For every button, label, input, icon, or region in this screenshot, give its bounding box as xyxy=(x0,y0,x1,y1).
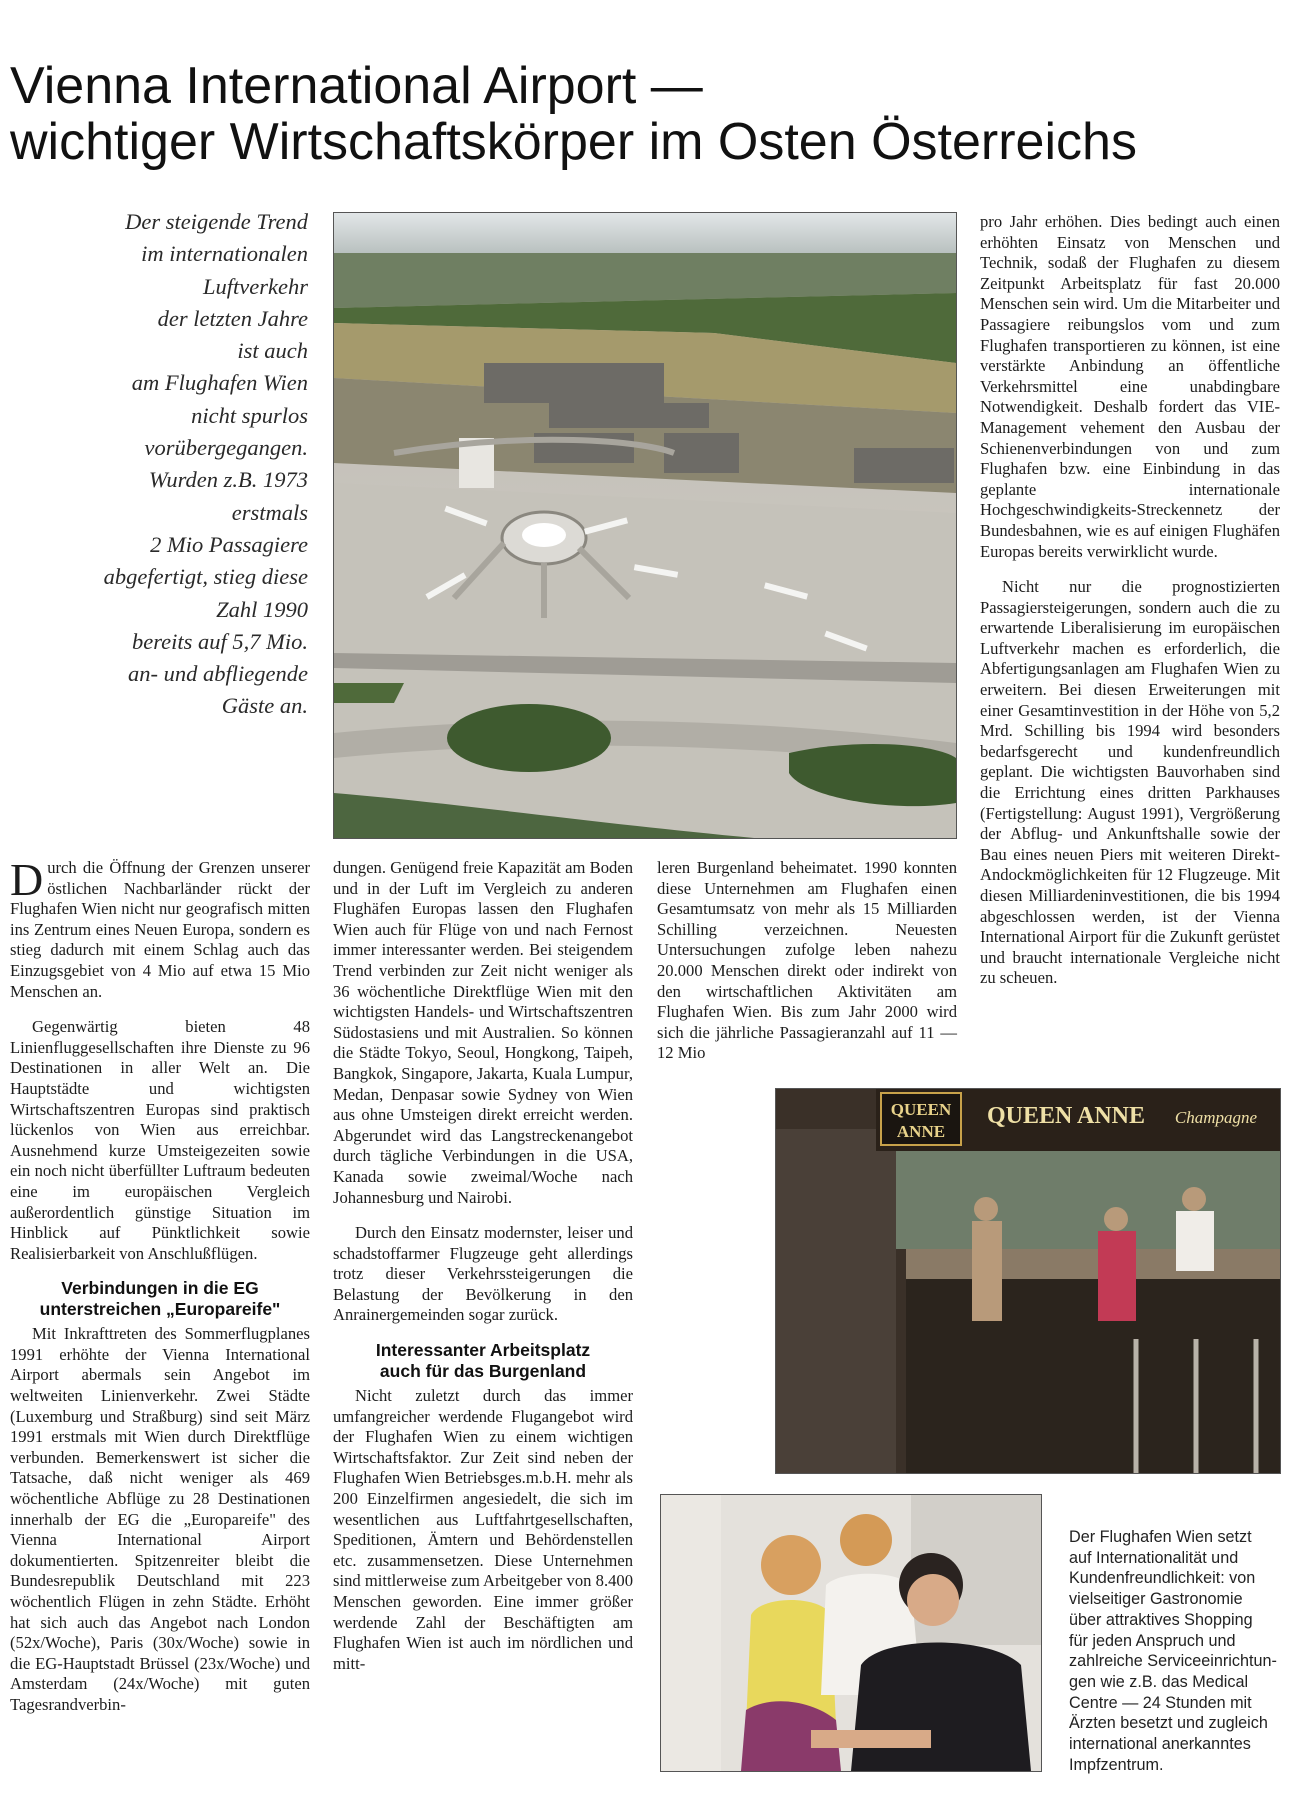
subheading-line: unterstreichen „Europareife" xyxy=(39,1299,281,1320)
caption-line: über attraktives Shopping xyxy=(1069,1610,1253,1629)
intro-line: 2 Mio Passagiere xyxy=(150,531,308,557)
intro-line: Zahl 1990 xyxy=(216,596,308,622)
bar-sign-left-top: QUEEN xyxy=(890,1100,952,1119)
column-1 xyxy=(10,854,310,1716)
subheading-burgenland xyxy=(333,1340,633,1382)
headline xyxy=(10,58,1300,170)
airport-aerial-photo xyxy=(333,212,957,839)
intro-line: im internationalen xyxy=(141,241,308,267)
subheading-line: Verbindungen in die EG xyxy=(61,1278,259,1299)
headline-line-2: wichtiger Wirtschaftskörper im Osten Österreichs xyxy=(10,113,1137,171)
intro-line: vorübergegangen. xyxy=(144,435,308,461)
headline-line-1: Vienna International Airport — xyxy=(10,57,703,115)
caption-line: gen wie z.B. das Medical xyxy=(1069,1672,1249,1691)
paragraph: Nicht zuletzt durch das immer umfangreicher werdende Flugangebot wird der Flughafen Wien zu einem wichtigen Wirtschaftsfaktor. Zur Zeit sind neben der Flughafen Wien Betriebsges.m.b.H. mehr als 200 Einzelfirmen angesiedelt, die sich im wesentlichen aus Luftfahrtgesellschaften, Speditionen, Ämtern und Behördenstellen etc. zusammensetzen. Diese Unternehmen sind mittlerweise zum Arbeitgeber von 8.400 Menschen geworden. Eine immer größer werdende Zahl der Beschäftigten am Flughafen Wien ist auch im nördlichen und mitt- xyxy=(333,1386,633,1673)
caption-line: Centre — 24 Stunden mit xyxy=(1069,1693,1252,1712)
column-3 xyxy=(657,858,957,1064)
caption-line: vielseitiger Gastronomie xyxy=(1069,1590,1243,1609)
caption-line: für jeden Anspruch und xyxy=(1069,1631,1236,1650)
paragraph: Durch die Öffnung der Grenzen unserer östlichen Nachbarländer rückt der Flughafen Wien nicht nur geografisch mitten ins Zentrum eines Neuen Europa, sondern es stieg dadurch mit einem Schlag auch das Einzugsgebiet von 4 Mio auf etwa 15 Mio Menschen an. xyxy=(10,854,310,1001)
caption-line: international anerkanntes xyxy=(1069,1735,1251,1754)
champagne-bar-photo xyxy=(775,1088,1281,1474)
column-2 xyxy=(333,858,633,1674)
intro-line: an- und abfliegende xyxy=(128,661,308,687)
bar-sign-left-bottom: ANNE xyxy=(896,1122,946,1141)
subheading-europareife xyxy=(10,1278,310,1320)
intro-line: ist auch xyxy=(237,338,308,364)
medical-centre-illustration xyxy=(661,1495,1041,1771)
intro-line: Wurden z.B. 1973 xyxy=(148,467,308,493)
subheading-line: auch für das Burgenland xyxy=(379,1361,587,1382)
intro-line: erstmals xyxy=(231,499,308,525)
paragraph: Gegenwärtig bieten 48 Linienfluggesellschaften ihre Dienste zu 96 Destinationen in aller Welt an. Die Hauptstädte und wichtigsten Wirtschaftszentren Europas sind praktisch lückenlos von Wien aus erreichbar. Ausnehmend kurze Umsteigezeiten sowie ein noch nicht überfüllter Luftraum bedeuten eine im europäischen Vergleich außerordentlich günstige Situation im Hinblick auf Pünktlichkeit sowie Realisierbarkeit von Anschlußflügen. xyxy=(10,1017,310,1263)
bar-sign-main: QUEEN ANNE xyxy=(986,1103,1146,1129)
intro-line: am Flughafen Wien xyxy=(131,370,308,396)
paragraph: leren Burgenland beheimatet. 1990 konnten diese Unternehmen am Flughafen einen Gesamtumsatz von mehr als 15 Milliarden Schilling verzeichnen. Neuesten Untersuchungen zufolge leben nahezu 20.000 Menschen direkt oder indirekt von den wirtschaftlichen Aktivitäten am Flughafen Wien. Bis zum Jahr 2000 wird sich die jährliche Passagieranzahl auf 11 — 12 Mio xyxy=(657,858,957,1063)
caption-line: Kundenfreundlichkeit: von xyxy=(1069,1569,1256,1588)
intro-line: nicht spurlos xyxy=(191,402,308,428)
intro-line: der letzten Jahre xyxy=(157,305,308,331)
paragraph: pro Jahr erhöhen. Dies bedingt auch einen erhöhten Einsatz von Menschen und Technik, sodaß der Flughafen zu diesem Zeitpunkt Arbeitsplatz für fast 20.000 Menschen sein wird. Um die Mitarbeiter und Passagiere reibungslos vom und zum Flughafen transportieren zu können, ist eine verstärkte Anbindung an öffentliche Verkehrsmittel eine unabdingbare Notwendigkeit. Deshalb fordert das VIE-Management vehement den Ausbau der Schienenverbindungen von und zum Flughafen bzw. eine Einbindung in das geplante internationale Hochgeschwindigkeits-Streckennetz der Bundesbahnen, wie es auf einigen Flughäfen Europas bereits verwirklicht wurde. xyxy=(980,212,1280,561)
intro-line: Gäste an. xyxy=(221,693,308,719)
medical-centre-photo xyxy=(660,1494,1042,1772)
caption-line: Der Flughafen Wien setzt xyxy=(1069,1528,1252,1546)
intro-line: Luftverkehr xyxy=(203,273,308,299)
caption-line: auf Internationalität und xyxy=(1069,1548,1239,1567)
caption-line: Impfzentrum. xyxy=(1069,1755,1164,1774)
bar-sign-script: Champagne xyxy=(1174,1108,1258,1127)
paragraph: Mit Inkrafttreten des Sommerflugplanes 1991 erhöhte der Vienna International Airport abermals sein Angebot im weltweiten Linienverkehr. Zwei Städte (Luxemburg und Straßburg) sind seit März 1991 erstmals mit Wien durch Direktflüge verbunden. Bemerkenswert ist sicher die Tatsache, daß nicht weniger als 469 wöchentliche Abflüge zu 28 Destinationen innerhalb der EG die „Europareife" des Vienna International Airport dokumentierten. Spitzenreiter bleibt die Bundesrepublik Deutschland mit 223 wöchentlich Flügen in zehn Städte. Erhöht hat sich auch das Angebot nach London (52x/Woche), Paris (30x/Woche) sowie in die EG-Hauptstadt Brüssel (23x/Woche) und Amsterdam (24x/Woche) mit guten Tagesrandverbin- xyxy=(10,1324,310,1714)
subheading-line: Interessanter Arbeitsplatz xyxy=(375,1340,591,1361)
paragraph: Durch den Einsatz modernster, leiser und schadstoffarmer Flugzeuge geht allerdings trotz dieser Verkehrssteigerungen die Belastung der Bevölkerung in den Anrainergemeinden sogar zurück. xyxy=(333,1223,633,1325)
caption-line: Ärzten besetzt und zugleich xyxy=(1069,1714,1268,1733)
column-4 xyxy=(980,212,1280,989)
bar-illustration xyxy=(776,1089,1280,1473)
airport-aerial-illustration xyxy=(334,213,956,838)
intro-line: abgefertigt, stieg diese xyxy=(103,564,308,590)
intro-block xyxy=(40,206,308,723)
paragraph: Nicht nur die prognostizierten Passagiersteigerungen, sondern auch die zu erwartende Liberalisierung im europäischen Luftverkehr machen es erforderlich, die Abfertigungsanlagen am Flughafen Wien zu erweitern. Bei diesen Erweiterungen mit einer Gesamtinvestition in der Höhe von 5,2 Mrd. Schilling bis 1994 wird besonders bedarfsgerecht und kundenfreundlich geplant. Die wichtigsten Bauvorhaben sind die Errichtung eines dritten Parkhauses (Fertigstellung: August 1991), Vergrößerung der Abflug- und Ankunftshalle sowie der Bau eines neuen Piers mit weiteren Direkt-Andockmöglichkeiten für 12 Flugzeuge. Mit diesen Milliardeninvestitionen, die bis 1994 abgeschlossen werden, ist der Vienna International Airport für die Zukunft gerüstet und braucht internationale Vergleiche nicht zu scheuen. xyxy=(980,577,1280,988)
intro-line: bereits auf 5,7 Mio. xyxy=(131,628,308,654)
caption-line: zahlreiche Serviceeinrichtun- xyxy=(1069,1652,1277,1671)
intro-line: Der steigende Trend xyxy=(125,209,308,234)
paragraph: dungen. Genügend freie Kapazität am Boden und in der Luft im Vergleich zu anderen Flughäfen Europas lassen den Flughafen Wien auch für Flüge von und nach Fernost immer interessanter werden. Bei steigendem Trend verbinden zur Zeit nicht weniger als 36 wöchentliche Direktflüge Wien mit den wichtigsten Handels- und Wirtschaftszentren Südostasiens und mit Australien. So können die Städte Tokyo, Seoul, Hongkong, Taipeh, Bangkok, Singapore, Jakarta, Kuala Lumpur, Medan, Denpasar sowie Sydney von Wien aus ohne Umsteigen direkt erreicht werden. Abgerundet wird das Langstreckenangebot durch tägliche Verbindungen in die USA, Kanada sowie zweimal/Woche nach Johannesburg und Nairobi. xyxy=(333,858,633,1207)
photo-caption xyxy=(1069,1527,1294,1775)
